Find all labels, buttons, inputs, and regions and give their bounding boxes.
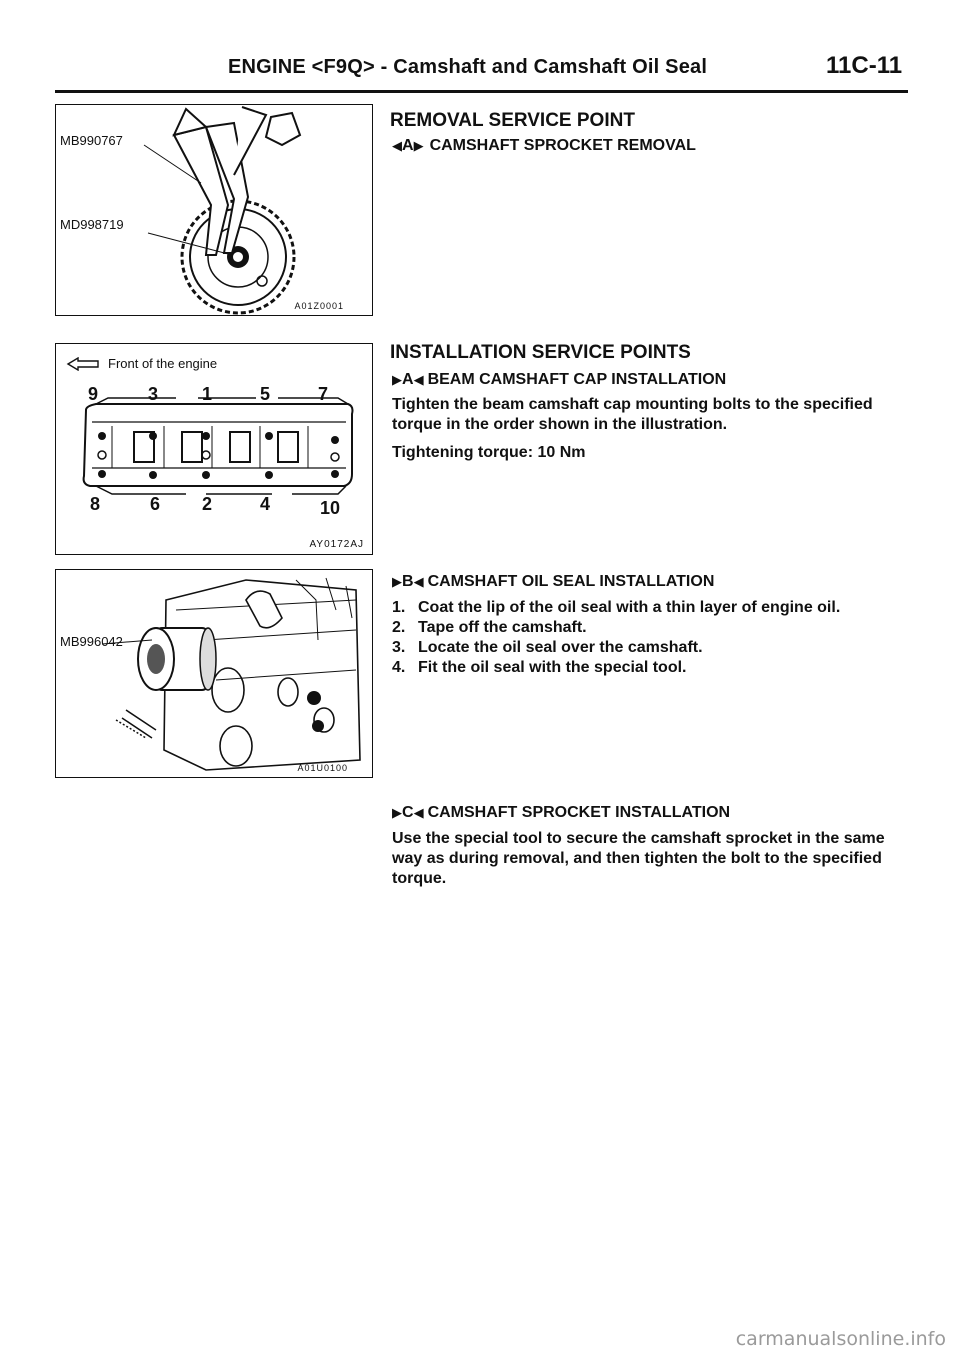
order-number: 4 bbox=[260, 494, 271, 514]
figure-sprocket-tool bbox=[55, 104, 373, 316]
order-number: 3 bbox=[148, 384, 159, 404]
marker-letter: C bbox=[402, 804, 414, 821]
order-number: 10 bbox=[320, 498, 341, 518]
subheading-text: CAMSHAFT SPROCKET INSTALLATION bbox=[427, 804, 731, 821]
camshaft-cap-illustration bbox=[56, 344, 372, 554]
top-tightening-numbers bbox=[56, 384, 372, 404]
subheading-text: CAMSHAFT SPROCKET REMOVAL bbox=[429, 137, 696, 154]
step-text: Tape off the camshaft. bbox=[418, 619, 587, 636]
removal-heading: REMOVAL SERVICE POINT bbox=[390, 110, 635, 131]
step-text: Coat the lip of the oil seal with a thin layer of engine oil. bbox=[418, 599, 841, 616]
step-text: Fit the oil seal with the special tool. bbox=[418, 659, 687, 676]
oil-seal-tool-illustration bbox=[56, 570, 372, 777]
subheading-text: CAMSHAFT OIL SEAL INSTALLATION bbox=[427, 573, 715, 590]
removal-subheading bbox=[392, 137, 696, 155]
page-number: 11C-11 bbox=[826, 52, 903, 79]
bottom-tightening-numbers bbox=[56, 494, 372, 518]
caption-text: Front of the engine bbox=[108, 356, 218, 371]
marker-letter: A bbox=[402, 137, 414, 154]
holding-tool-icon bbox=[174, 107, 300, 255]
order-number: 2 bbox=[202, 494, 213, 514]
order-number: 5 bbox=[260, 384, 271, 404]
tightening-torque: Tightening torque: 10 Nm bbox=[392, 444, 586, 461]
step-number: 4. bbox=[392, 659, 406, 676]
install-c-text: Use the special tool to secure the camshaft sprocket in the same way as during removal, and then tighten the bolt to the specified torque. bbox=[392, 830, 885, 887]
arrow-left-marker-icon: ◀ bbox=[413, 805, 424, 820]
figure-code: AY0172AJ bbox=[309, 539, 364, 550]
arrow-left-marker-icon: ◀ bbox=[413, 372, 424, 387]
arrow-left-marker-icon: ◀ bbox=[392, 138, 402, 153]
install-b-subheading bbox=[392, 573, 714, 591]
subheading-text: BEAM CAMSHAFT CAP INSTALLATION bbox=[427, 371, 727, 388]
tool-label-mb996042: MB996042 bbox=[60, 634, 123, 649]
figure-code: A01U0100 bbox=[297, 763, 348, 773]
step-number: 1. bbox=[392, 599, 406, 616]
camshaft-end-icon bbox=[116, 710, 156, 738]
marker-letter: B bbox=[402, 573, 414, 590]
step-number: 3. bbox=[392, 639, 406, 656]
install-c-subheading bbox=[392, 804, 730, 822]
seal-installer-icon bbox=[138, 591, 282, 690]
tool-label-mb990767: MB990767 bbox=[60, 133, 123, 148]
arrow-right-marker-icon: ▶ bbox=[413, 138, 424, 153]
list-item bbox=[392, 658, 908, 678]
step-number: 2. bbox=[392, 619, 406, 636]
page-header-title: ENGINE <F9Q> - Camshaft and Camshaft Oil Seal bbox=[228, 56, 708, 78]
tool-label-md998719: MD998719 bbox=[60, 217, 124, 232]
order-number: 6 bbox=[150, 494, 161, 514]
figure-oil-seal-tool bbox=[55, 569, 373, 778]
header-rule bbox=[55, 90, 908, 93]
list-item bbox=[392, 618, 908, 638]
install-a-subheading bbox=[392, 371, 726, 389]
list-item bbox=[392, 638, 908, 658]
order-number: 1 bbox=[202, 384, 213, 404]
installation-heading: INSTALLATION SERVICE POINTS bbox=[390, 342, 691, 363]
list-item bbox=[392, 598, 908, 618]
install-b-steps bbox=[392, 598, 908, 678]
order-number: 8 bbox=[90, 494, 101, 514]
arrow-right-marker-icon: ▶ bbox=[392, 574, 402, 589]
figure-code: A01Z0001 bbox=[294, 301, 344, 311]
step-text: Locate the oil seal over the camshaft. bbox=[418, 639, 703, 656]
arrow-right-marker-icon: ▶ bbox=[392, 372, 402, 387]
figure-tightening-order bbox=[55, 343, 373, 555]
install-a-text: Tighten the beam camshaft cap mounting bolts to the specified torque in the order shown in the illustration. bbox=[392, 396, 873, 433]
marker-letter: A bbox=[402, 371, 414, 388]
order-number: 7 bbox=[318, 384, 329, 404]
order-number: 9 bbox=[88, 384, 99, 404]
arrow-left-marker-icon: ◀ bbox=[413, 574, 424, 589]
watermark: carmanualsonline.info bbox=[735, 1328, 946, 1350]
arrow-right-marker-icon: ▶ bbox=[392, 805, 402, 820]
